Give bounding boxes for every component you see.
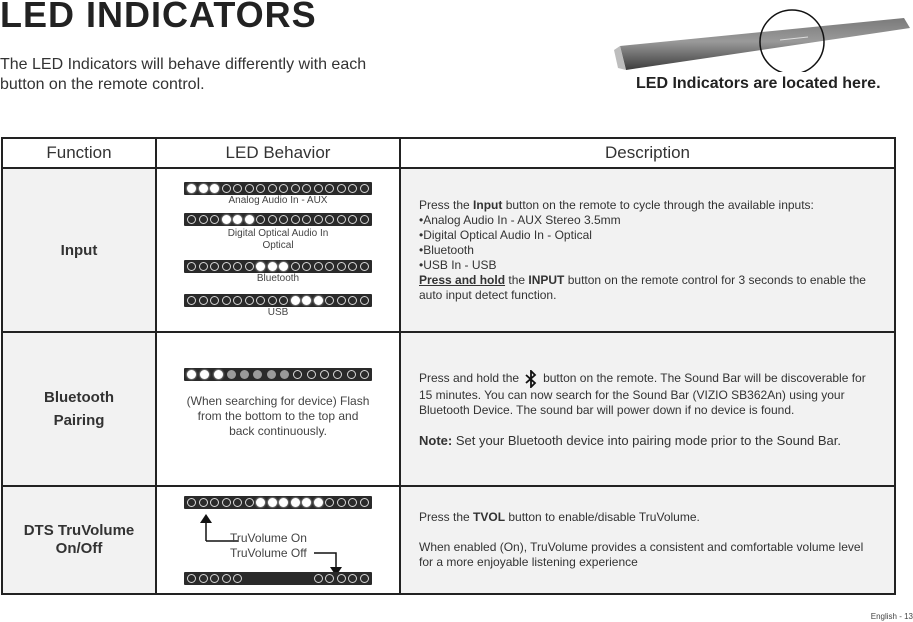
led-dot bbox=[314, 574, 323, 583]
tvol-description: When enabled (On), TruVolume provides a consistent and comfortable volume level for a more enjoyable listening experience bbox=[419, 540, 864, 569]
led-dot bbox=[348, 184, 357, 193]
desc-text: button on the remote. The Sound Bar will be discoverable for 15 minutes. You can now search for the Sound Bar (VIZIO SB362An) using your Bluetooth Device. The sound bar will power down if no device is found. bbox=[419, 371, 866, 417]
led-dot bbox=[360, 184, 369, 193]
desc-text: button on the remote control for 3 seconds to enable the auto input detect function. bbox=[419, 272, 866, 302]
led-dot bbox=[360, 370, 369, 379]
led-label-usb: USB bbox=[267, 306, 289, 318]
led-dot bbox=[302, 498, 311, 507]
led-location-caption: LED Indicators are located here. bbox=[636, 75, 881, 92]
tvol-on-label: TruVolume On bbox=[230, 531, 307, 545]
led-dot bbox=[279, 184, 288, 193]
led-dot bbox=[267, 370, 276, 379]
led-dot bbox=[268, 215, 277, 224]
led-dot bbox=[210, 498, 219, 507]
table-row-input bbox=[2, 168, 895, 332]
led-dot bbox=[233, 498, 242, 507]
led-dot bbox=[279, 262, 288, 271]
led-dot bbox=[302, 262, 311, 271]
led-dot bbox=[325, 215, 334, 224]
led-dot bbox=[210, 184, 219, 193]
led-dot bbox=[210, 574, 219, 583]
led-dot bbox=[337, 215, 346, 224]
led-dot bbox=[222, 574, 231, 583]
led-dot bbox=[240, 370, 249, 379]
header-led-behavior: LED Behavior bbox=[156, 138, 400, 168]
led-dot bbox=[279, 498, 288, 507]
led-dot bbox=[245, 262, 254, 271]
led-dot bbox=[360, 296, 369, 305]
desc-text: Press the bbox=[419, 510, 474, 524]
function-input: Input bbox=[2, 168, 156, 332]
led-dot bbox=[214, 370, 223, 379]
led-dot bbox=[253, 370, 262, 379]
led-dot bbox=[293, 370, 302, 379]
led-dot bbox=[233, 262, 242, 271]
tvol-off-label: TruVolume Off bbox=[230, 546, 307, 560]
led-dot bbox=[222, 262, 231, 271]
desc-text: the bbox=[505, 272, 529, 287]
led-dot bbox=[302, 296, 311, 305]
led-dot bbox=[337, 262, 346, 271]
led-dot bbox=[256, 184, 265, 193]
led-dot bbox=[268, 184, 277, 193]
led-dot bbox=[279, 296, 288, 305]
led-dot bbox=[348, 296, 357, 305]
header-description: Description bbox=[400, 138, 895, 168]
option-optical: •Digital Optical Audio In - Optical bbox=[419, 227, 592, 242]
led-dot bbox=[245, 184, 254, 193]
led-dot bbox=[325, 498, 334, 507]
led-dot bbox=[233, 184, 242, 193]
led-dot bbox=[222, 296, 231, 305]
function-bluetooth bbox=[2, 332, 156, 486]
led-dot bbox=[314, 498, 323, 507]
led-dot bbox=[199, 215, 208, 224]
input-button-name-caps: INPUT bbox=[528, 272, 565, 287]
led-strip-bluetooth bbox=[184, 260, 372, 273]
led-dot bbox=[291, 498, 300, 507]
led-dot bbox=[325, 184, 334, 193]
led-dot bbox=[337, 184, 346, 193]
desc-text: Press and hold the bbox=[419, 371, 520, 386]
led-strip-optical bbox=[184, 213, 372, 226]
led-dot bbox=[333, 370, 342, 379]
led-dot bbox=[360, 262, 369, 271]
led-dot bbox=[291, 296, 300, 305]
led-dot bbox=[256, 262, 265, 271]
led-dot bbox=[348, 262, 357, 271]
led-dot bbox=[320, 370, 329, 379]
led-behavior-bluetooth bbox=[156, 332, 400, 486]
led-dot bbox=[348, 215, 357, 224]
led-dot bbox=[187, 498, 196, 507]
option-bluetooth: •Bluetooth bbox=[419, 242, 474, 257]
led-dot bbox=[314, 296, 323, 305]
table-header-row bbox=[2, 138, 895, 168]
led-dot bbox=[291, 262, 300, 271]
led-dot bbox=[222, 184, 231, 193]
led-dot bbox=[337, 498, 346, 507]
bluetooth-icon bbox=[525, 370, 537, 388]
led-dot bbox=[325, 262, 334, 271]
desc-text: button on the remote to cycle through the available inputs: bbox=[502, 197, 814, 212]
pairing-led-note: (When searching for device) Flash from the bottom to the top and back continuously. bbox=[186, 393, 370, 438]
intro-text: The LED Indicators will behave differently with each button on the remote control. bbox=[0, 56, 367, 93]
page-footer: English - 13 bbox=[870, 612, 913, 621]
led-dot bbox=[245, 296, 254, 305]
led-behavior-input bbox=[156, 168, 400, 332]
led-dot bbox=[222, 215, 231, 224]
led-dot bbox=[314, 262, 323, 271]
led-dot bbox=[360, 215, 369, 224]
led-strip-tvol-off bbox=[184, 572, 372, 585]
led-dot bbox=[245, 215, 254, 224]
led-strip-aux bbox=[184, 182, 372, 195]
led-strip-tvol-on bbox=[184, 496, 372, 509]
led-strip-usb bbox=[184, 294, 372, 307]
led-dot bbox=[187, 215, 196, 224]
led-dot bbox=[348, 574, 357, 583]
function-bluetooth-line2: Pairing bbox=[53, 412, 105, 429]
led-dot bbox=[199, 184, 208, 193]
description-bluetooth bbox=[400, 332, 895, 486]
led-dot bbox=[187, 574, 196, 583]
led-dot bbox=[360, 498, 369, 507]
note-text: Set your Bluetooth device into pairing mode prior to the Sound Bar. bbox=[452, 433, 842, 448]
led-dot bbox=[291, 184, 300, 193]
header-function: Function bbox=[2, 138, 156, 168]
led-dot bbox=[222, 498, 231, 507]
led-dot bbox=[337, 574, 346, 583]
led-dot bbox=[325, 574, 334, 583]
led-dot bbox=[268, 262, 277, 271]
function-dts-line2: On/Off bbox=[55, 540, 103, 557]
function-dts-line1: DTS TruVolume bbox=[23, 522, 135, 539]
led-dot bbox=[347, 370, 356, 379]
led-dot bbox=[199, 262, 208, 271]
page-title: LED INDICATORS bbox=[0, 0, 317, 35]
led-dot bbox=[210, 296, 219, 305]
led-dot bbox=[227, 370, 236, 379]
note-label: Note: bbox=[419, 433, 453, 448]
led-dot bbox=[210, 262, 219, 271]
led-table bbox=[1, 137, 896, 595]
led-dot bbox=[307, 370, 316, 379]
table-row-dts bbox=[2, 486, 895, 594]
led-label-aux: Analog Audio In - AUX bbox=[228, 194, 328, 206]
led-dot bbox=[210, 215, 219, 224]
led-label-bluetooth: Bluetooth bbox=[256, 272, 300, 284]
led-dot bbox=[325, 296, 334, 305]
led-dot bbox=[256, 215, 265, 224]
option-aux: •Analog Audio In - AUX Stereo 3.5mm bbox=[419, 212, 621, 227]
led-dot bbox=[187, 296, 196, 305]
led-dot bbox=[302, 184, 311, 193]
led-dot bbox=[360, 574, 369, 583]
led-dot bbox=[187, 370, 196, 379]
description-dts bbox=[400, 486, 895, 594]
led-dot bbox=[233, 215, 242, 224]
option-usb: •USB In - USB bbox=[419, 257, 497, 272]
led-dot bbox=[233, 296, 242, 305]
led-dot bbox=[314, 184, 323, 193]
led-dot bbox=[348, 498, 357, 507]
led-dot bbox=[199, 498, 208, 507]
description-input bbox=[400, 168, 895, 332]
led-dot bbox=[268, 296, 277, 305]
led-dot bbox=[199, 574, 208, 583]
desc-text: Press the bbox=[419, 197, 474, 212]
led-dot bbox=[337, 296, 346, 305]
led-dot bbox=[302, 215, 311, 224]
led-dot bbox=[187, 262, 196, 271]
function-bluetooth-line1: Bluetooth bbox=[44, 389, 114, 406]
led-dot bbox=[291, 215, 300, 224]
led-dot bbox=[280, 370, 289, 379]
led-dot bbox=[233, 574, 242, 583]
led-dot bbox=[200, 370, 209, 379]
led-behavior-dts bbox=[156, 486, 400, 594]
led-strip-pairing bbox=[184, 368, 372, 381]
led-dot bbox=[268, 498, 277, 507]
tvol-button-name: TVOL bbox=[473, 510, 506, 524]
press-and-hold: Press and hold bbox=[419, 272, 506, 287]
desc-text: button to enable/disable TruVolume. bbox=[505, 510, 700, 524]
led-dot bbox=[245, 498, 254, 507]
soundbar-illustration bbox=[612, 8, 912, 72]
led-dot bbox=[279, 215, 288, 224]
input-button-name: Input bbox=[473, 197, 503, 212]
led-dot bbox=[314, 215, 323, 224]
led-dot bbox=[199, 296, 208, 305]
led-dot bbox=[187, 184, 196, 193]
led-dot bbox=[256, 498, 265, 507]
function-dts bbox=[2, 486, 156, 594]
led-label-optical: Digital Optical Audio In Optical bbox=[227, 227, 329, 251]
table-row-bluetooth bbox=[2, 332, 895, 486]
led-dot bbox=[256, 296, 265, 305]
